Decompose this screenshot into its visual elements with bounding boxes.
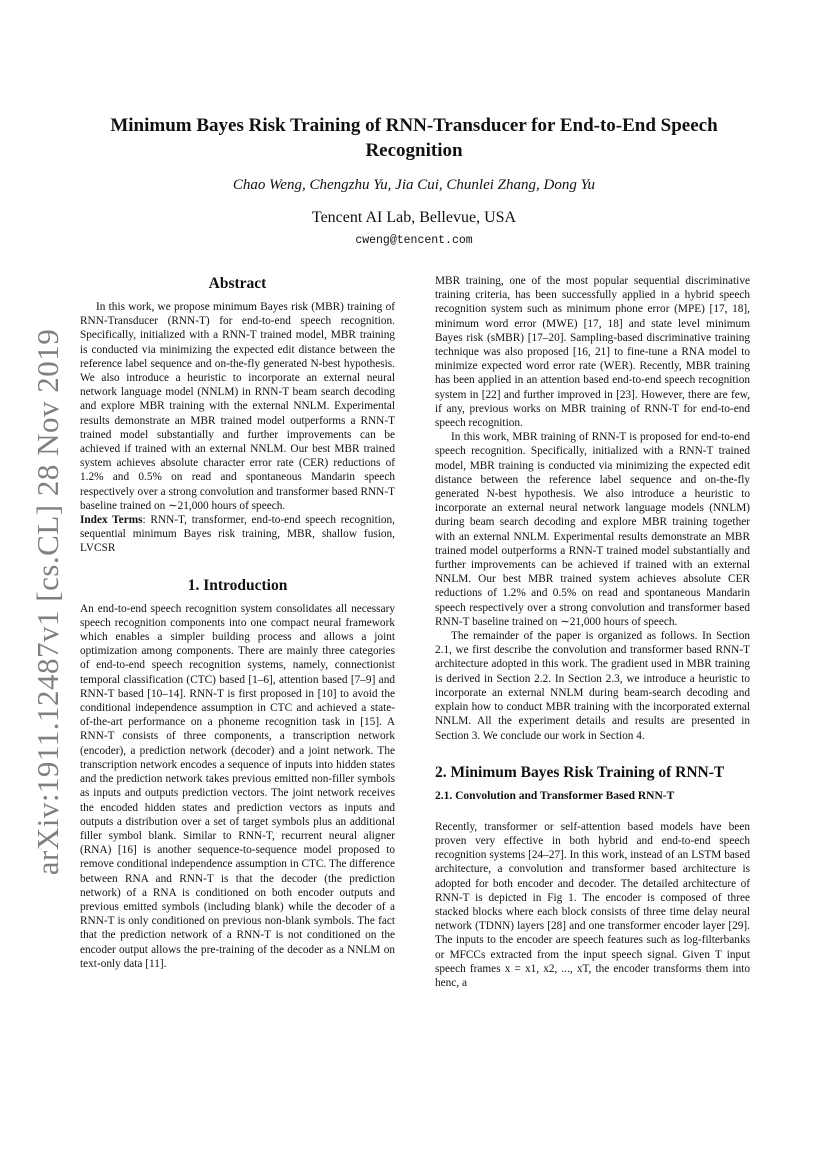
- index-terms-text: : RNN-T, transformer, end-to-end speech recognition, sequential minimum Bayes risk training, MBR, shallow fusion, LVCSR: [80, 514, 395, 555]
- intro-paragraph-2: MBR training, one of the most popular sequential discriminative training criteria, has been successfully applied in a hybrid speech recognition system such as minimum phone error (MPE) [17, 18], minimum word error (MWE) [17, 18] and state level minimum Bayes risk (sMBR) [17–20]. Sampling-based discriminative training technique was also proposed [16, 21] to fine-tune a RNA model to minimize expected word error rate (WER). Recently, MBR training has been applied in an attention based end-to-end speech recognition system in [22] and further improved in [23]. However, there are few, if any, previous works on MBR training of RNN-T for end-to-end speech recognition.: [435, 275, 750, 430]
- intro-paragraph-1: An end-to-end speech recognition system consolidates all necessary speech recognition components into one compact neural framework which enables a simpler building process and allows a joint optimization among components. There are mainly three categories of end-to-end speech recognition systems, namely, connectionist temporal classification (CTC) based [1–6], attention based [7–9] and RNN-T based [10–14]. RNN-T is first proposed in [10] to avoid the conditional independence assumption in CTC and achieved a state-of-the-art performance on a phoneme recognition task in [15]. A RNN-T consists of three components, a transcription network (encoder), a prediction network (decoder) and a joint network. The transcription network encodes a sequence of inputs into hidden states and the prediction network takes previous emitted non-filler symbols as inputs and outputs prediction vectors. The joint network receives the encoded hidden states and prediction vectors as inputs and outputs a distribution over a set of target symbols plus an additional filler symbol blank. Similar to RNN-T, recurrent neural aligner (RNA) [16] is another sequence-to-sequence model proposed to remove conditional independence assumption in CTC. The difference between RNA and RNN-T is that the decoder (the prediction network) of a RNA is conditioned on both encoder outputs and previous emitted symbols (including blank) while the decoder of a RNN-T is only conditioned on previous non-blank symbols. The fact that the prediction network of a RNN-T is not conditioned on the encoder output allows the pre-training of the decoder as a NNLM on text-only data [11].: [80, 602, 395, 970]
- left-column: [80, 274, 395, 971]
- author-list: Chao Weng, Chengzhu Yu, Jia Cui, Chunlei Zhang, Dong Yu: [232, 177, 596, 193]
- contact-email[interactable]: cweng@tencent.com: [355, 234, 473, 247]
- intro-paragraph-4: The remainder of the paper is organized as follows. In Section 2.1, we first describe the convolution and transformer based RNN-T architecture adopted in this work. The gradient used in MBR training is derived in Section 2.2. In Section 2.3, we introduce a heuristic to incorporate an external NNLM during beam-search decoding and explain how to conduct MBR training with the incorporated external NNLM. All the experiment details and results are presented in Section 3. We conclude our work in Section 4.: [435, 630, 750, 742]
- section2-paragraph-1: Recently, transformer or self-attention based models have been proven very effective in both hybrid and end-to-end speech recognition systems [24–27]. In this work, instead of an LSTM based architecture, a convolution and transformer based architecture is adopted for both encoder and decoder. The detailed architecture of RNN-T is depicted in Fig 1. The encoder is composed of three stacked blocks where each block consists of three time delay neural network (TDNN) layers [28] and one transformer encoder layer [29]. The inputs to the encoder are speech features such as log-filterbanks or MFCCs extracted from the input speech signal. Given T input speech frames x = x1, x2, ..., xT, the encoder transforms them into henc, a: [435, 820, 750, 989]
- right-column: [435, 274, 750, 990]
- paper-title: Minimum Bayes Risk Training of RNN-Transducer for End-to-End Speech Recognition: [110, 115, 718, 161]
- affiliation: Tencent AI Lab, Bellevue, USA: [311, 209, 517, 226]
- abstract-heading: Abstract: [208, 275, 267, 292]
- abstract-body: In this work, we propose minimum Bayes risk (MBR) training of RNN-Transducer (RNN-T) for end-to-end speech recognition. Specifically, initialized with a RNN-T trained model, MBR training is conducted via minimizing the expected edit distance between the reference label sequence and on-the-fly generated N-best hypothesis. We also introduce a heuristic to incorporate an external neural network language model (NNLM) in RNN-T beam search decoding and explore MBR training with the external NNLM. Experimental results demonstrate an MBR trained model outperforms a RNN-T trained model substantially and further improvements can be achieved if trained with an external NNLM. Our best MBR trained system achieves absolute character error rate (CER) reductions of 1.2% and 0.5% on read and spontaneous Mandarin speech respectively over a strong convolution and transformer based RNN-T baseline trained on ∼21,000 hours of speech.: [80, 301, 395, 512]
- index-terms-label: Index Terms: [80, 514, 143, 527]
- intro-paragraph-3: In this work, MBR training of RNN-T is proposed for end-to-end speech recognition. Specifically, initialized with a RNN-T trained model, MBR training is conducted via minimizing the expected edit distance between the reference label sequence and on-the-fly generated N-best hypothesis. We also introduce a heuristic to incorporate an external neural network language models (NNLM) during beam search decoding and explore MBR training together with an external NNLM. Experimental results demonstrate an MBR trained model outperforms a RNN-T trained model substantially and further improvements can be achieved if trained with an external NNLM. Our best MBR trained system achieves absolute CER reductions of 1.2% and 0.5% on read and spontaneous Mandarin speech respectively over a strong convolution and transformer based RNN-T baseline trained on ∼21,000 hours of speech.: [435, 431, 750, 628]
- arxiv-side-label[interactable]: arXiv:1911.12487v1 [cs.CL] 28 Nov 2019: [30, 328, 65, 876]
- subsection-2-1-heading: 2.1. Convolution and Transformer Based RNN-T: [435, 789, 675, 802]
- index-terms: [80, 513, 395, 556]
- intro-heading: 1. Introduction: [187, 576, 288, 594]
- section2-heading: 2. Minimum Bayes Risk Training of RNN-T: [435, 763, 725, 781]
